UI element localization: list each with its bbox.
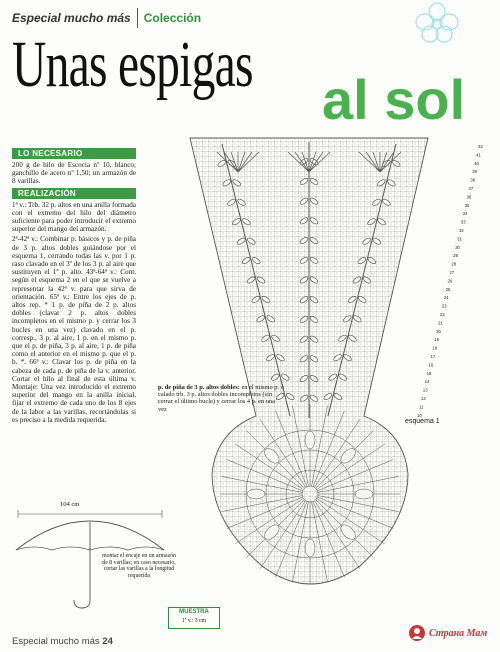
row-number: 30: [455, 244, 460, 250]
materials-heading: LO NECESARIO: [12, 148, 136, 159]
row-number: 42: [478, 144, 483, 149]
category-name: Colección: [143, 11, 202, 25]
row-number: 15: [426, 370, 432, 376]
row-number: 37: [468, 186, 474, 191]
page-footer: [12, 636, 113, 647]
gauge-box: [168, 607, 220, 629]
row-number: 16: [428, 362, 434, 368]
gauge-value: 1ª v.: 3 cm: [181, 618, 207, 624]
row-number: 41: [476, 152, 481, 158]
instructions-column: [12, 148, 136, 426]
instructions-rounds-2-66: 2ª-42ª v.: Combinar p. básicos y p. de piña de 3 p. altos dobles guiándose por el esquema 1, cerrando todas las v. por 1 p. raso clavado en el 3º de los 3 p. al aire que sustituyen el 1º p. alto. 43ª-64ª v.: Cont. según el esquema 2 en el que se vuelve a representar la 42ª v. para que sirva de orientación. 65ª v.: Entre los ejes de p. altos rep. * 1 p. de piña de 2 p. altos dobles (clavar 2 p. altos dobles incompletos en el mismo p. y cerrar los 3 bucles en una vez) clavado en el p. corresp., 3 p. al aire, 1 p. en el mismo p. que el p. de piña, 3 p. al aire, 1 p. de piña como el anterior en el mismo p. que el p. b. *. 66ª v.: Clavar los p. de piña en la cabeza de cada p. de piña de la v. anterior. Cortar el hilo al final de esta última v. Montaje: Una vez introducido el extremo superior del mango en la anilla inicial, fijar el extremo de cada uno de los 8 ejes de la labor a las varillas, recortándolas si es preciso a la medida requerida.: [12, 235, 136, 424]
legend-term: p. de piña de 3 p. altos dobles:: [158, 384, 240, 391]
row-number: 14: [424, 379, 430, 385]
row-number: 24: [443, 295, 449, 301]
row-number: 40: [474, 160, 479, 166]
row-number: 34: [462, 211, 468, 217]
watermark-text: Страна Мам: [429, 627, 488, 639]
row-number: 19: [434, 337, 439, 343]
row-number: 13: [422, 387, 428, 393]
row-number: 20: [436, 328, 441, 334]
row-number: 29: [453, 253, 458, 259]
page-title-accent: al sol: [322, 68, 466, 131]
flower-doily-icon: [412, 2, 462, 44]
footer-text: Especial mucho más: [12, 636, 100, 647]
section-name: Especial mucho más: [12, 11, 131, 25]
legend-text: en el mismo p. ó calado trb. 3 p. altos dobles incompletos (sin cerrar el último bucle) y cerrar los 4 p. en una vez: [158, 384, 284, 413]
row-number: 17: [430, 354, 436, 359]
instructions-round-1: 1ª v.: Trb. 32 p. altos en una anilla formada con el extremo del hilo del diámetro suficiente para poder introducir el extremo superior del mango del armazón.: [12, 200, 136, 234]
gauge-title: MUESTRA: [179, 609, 209, 615]
umbrella-note: montar el encaje en un armazón de 8 varillas; en caso necesario, cortar las varillas a la longitud requerida: [102, 553, 176, 579]
row-number: 25: [445, 286, 451, 292]
instructions-heading: REALIZACIÓN: [12, 188, 136, 199]
row-number: 35: [464, 202, 470, 208]
row-number: 27: [449, 270, 455, 275]
header-divider: [137, 8, 138, 28]
page-number: 24: [102, 636, 113, 647]
page-header: [12, 8, 201, 28]
row-number: 11: [419, 404, 424, 410]
rosette-petal: [355, 489, 373, 499]
row-number: 31: [457, 236, 462, 242]
row-number: 36: [466, 194, 472, 200]
materials-text: 200 g de hilo de Escocia nº 10, blanco; ganchillo de acero nº 1,50; un armazón de 8 varillas.: [12, 161, 136, 186]
scheme-label: esquema 1: [405, 418, 440, 425]
row-number: 33: [460, 219, 466, 225]
row-number: 26: [447, 278, 453, 284]
row-number: 10: [417, 412, 422, 418]
row-number: 23: [441, 303, 447, 309]
rosette-petal: [305, 431, 315, 449]
row-number: 18: [432, 345, 438, 351]
crochet-chart: [178, 126, 500, 624]
row-number: 21: [438, 320, 443, 326]
watermark: [408, 624, 487, 642]
row-number: 22: [440, 312, 445, 317]
watermark-logo-icon: [408, 624, 426, 642]
page-title: Unas espigas: [12, 28, 253, 101]
row-number: 32: [459, 228, 464, 233]
row-number: 12: [421, 396, 426, 401]
row-number: 38: [470, 177, 476, 183]
stitch-legend: [158, 384, 284, 413]
umbrella-width-label: 104 cm: [60, 501, 80, 508]
row-number: 28: [451, 261, 457, 267]
rosette-petal: [305, 539, 315, 557]
row-number: 39: [472, 169, 477, 175]
rosette-petal: [247, 489, 265, 499]
